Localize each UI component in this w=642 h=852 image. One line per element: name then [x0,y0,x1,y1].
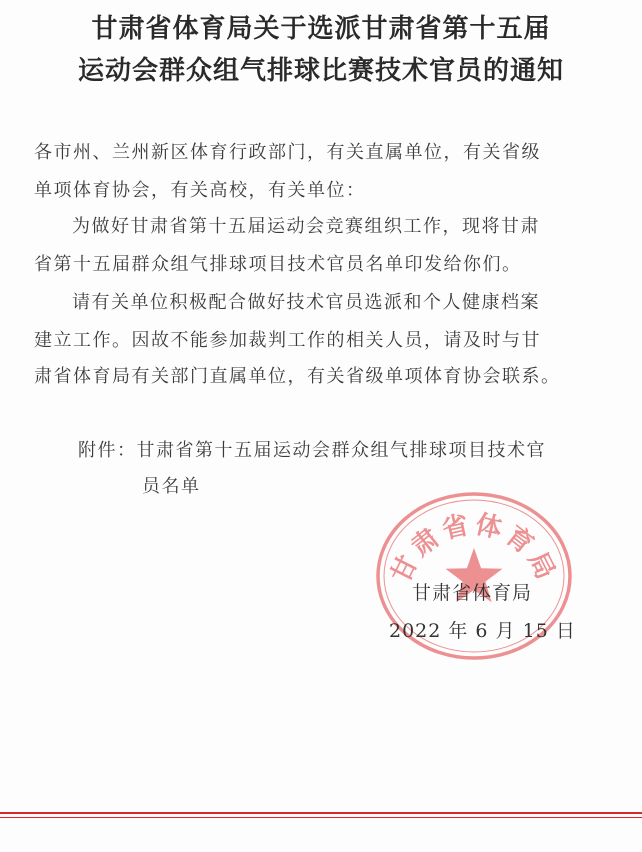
addressee-line-2: 单项体育协会，有关高校，有关单位： [34,180,366,201]
seal-text: 甘肃省体育局 [385,509,563,588]
signature-date: 2022 年 6 月 15 日 [389,620,576,642]
signature-organization: 甘肃省体育局 [412,582,533,604]
paragraph-2-line-3: 肃省体育局有关部门直属单位，有关省级单项体育协会联系。 [34,366,561,387]
document-title-line-1: 甘肃省体育局关于选派甘肃省第十五届 [91,14,551,44]
paragraph-1-line-2: 省第十五届群众组气排球项目技术官员名单印发给你们。 [34,254,522,275]
paragraph-1-line-1: 为做好甘肃省第十五届运动会竞赛组织工作，现将甘肃 [72,216,540,237]
attachment-line-2: 员名单 [142,476,201,497]
paragraph-2-line-1: 请有关单位积极配合做好技术官员选派和个人健康档案 [72,292,540,313]
footer-rule-top [0,812,642,814]
document-title-line-2: 运动会群众组气排球比赛技术官员的通知 [77,56,564,86]
addressee-line-1: 各市州、兰州新区体育行政部门，有关直属单位，有关省级 [34,142,541,163]
attachment-line-1: 附件：甘肃省第十五届运动会群众组气排球项目技术官 [78,440,546,461]
paragraph-2-line-2: 建立工作。因故不能参加裁判工作的相关人员，请及时与甘 [34,330,541,351]
footer-rule-bottom [0,817,642,818]
